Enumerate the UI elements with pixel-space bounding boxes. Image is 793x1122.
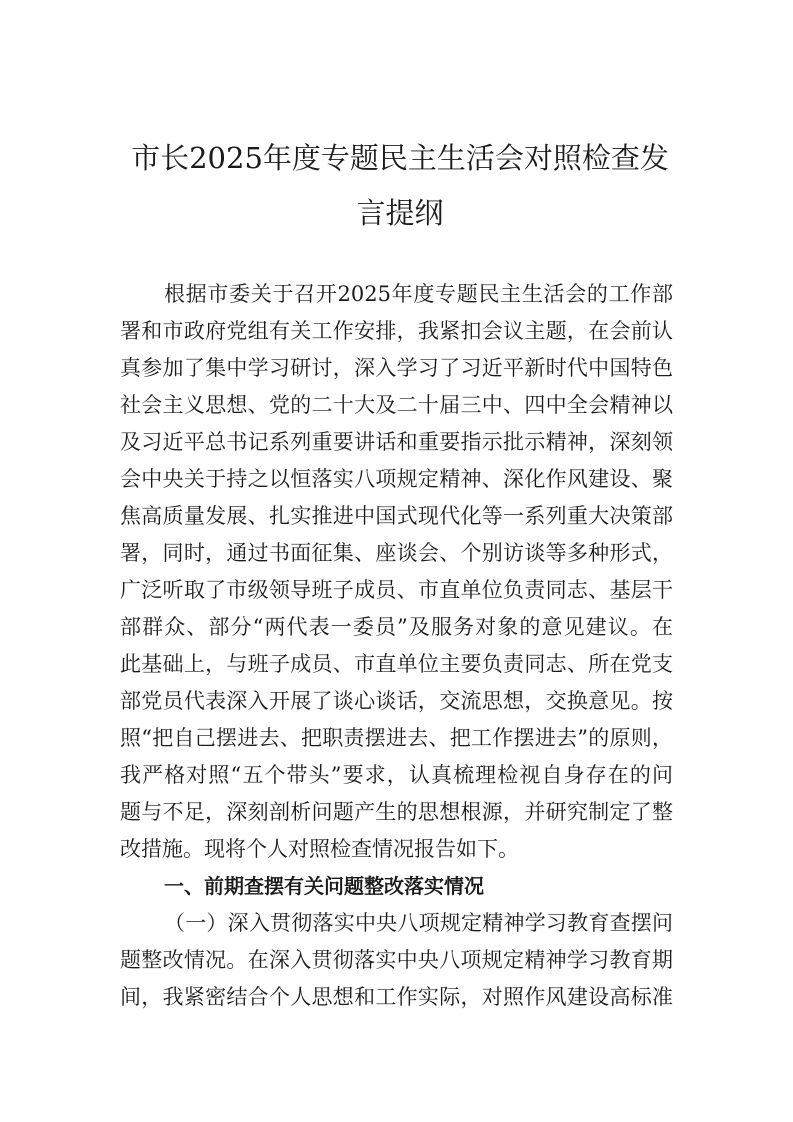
subsection-line: 题整改情况。在深入贯彻落实中央八项规定精神学习教育期 [120,948,673,972]
intro-line: 我严格对照“五个带头”要求，认真梳理检视自身存在的问 [120,763,673,787]
intro-line: 根据市委关于召开2025年度专题民主生活会的工作部 [164,282,673,306]
intro-line: 署和市政府党组有关工作安排，我紧扣会议主题，在会前认 [120,319,673,343]
intro-line: 照“把自己摆进去、把职责摆进去、把工作摆进去”的原则， [120,726,673,750]
document-title-line-2: 言提纲 [356,196,444,230]
intro-line: 部群众、部分“两代表一委员”及服务对象的意见建议。在 [120,615,673,639]
intro-line: 部党员代表深入开展了谈心谈话，交流思想，交换意见。按 [120,689,673,713]
intro-line: 真参加了集中学习研讨，深入学习了习近平新时代中国特色 [120,356,673,380]
intro-line: 署，同时，通过书面征集、座谈会、个别访谈等多种形式， [120,541,673,565]
intro-line: 焦高质量发展、扎实推进中国式现代化等一系列重大决策部 [120,504,673,528]
intro-line: 此基础上，与班子成员、市直单位主要负责同志、所在党支 [120,652,673,676]
intro-line: 广泛听取了市级领导班子成员、市直单位负责同志、基层干 [120,578,673,602]
intro-line: 社会主义思想、党的二十大及二十届三中、四中全会精神以 [120,393,673,417]
intro-line: 及习近平总书记系列重要讲话和重要指示批示精神，深刻领 [120,430,673,454]
intro-line: 改措施。现将个人对照检查情况报告如下。 [120,837,519,861]
intro-line: 题与不足，深刻剖析问题产生的思想根源，并研究制定了整 [120,800,673,824]
subsection-line: （一）深入贯彻落实中央八项规定精神学习教育查摆问 [164,911,673,935]
subsection-line: 间，我紧密结合个人思想和工作实际，对照作风建设高标准 [120,985,673,1009]
document-title-line-1: 市长2025年度专题民主生活会对照检查发 [131,141,669,175]
document-body [120,276,673,1016]
section-heading: 一、前期查摆有关问题整改落实情况 [164,874,484,898]
intro-line: 会中央关于持之以恒落实八项规定精神、深化作风建设、聚 [120,467,673,491]
